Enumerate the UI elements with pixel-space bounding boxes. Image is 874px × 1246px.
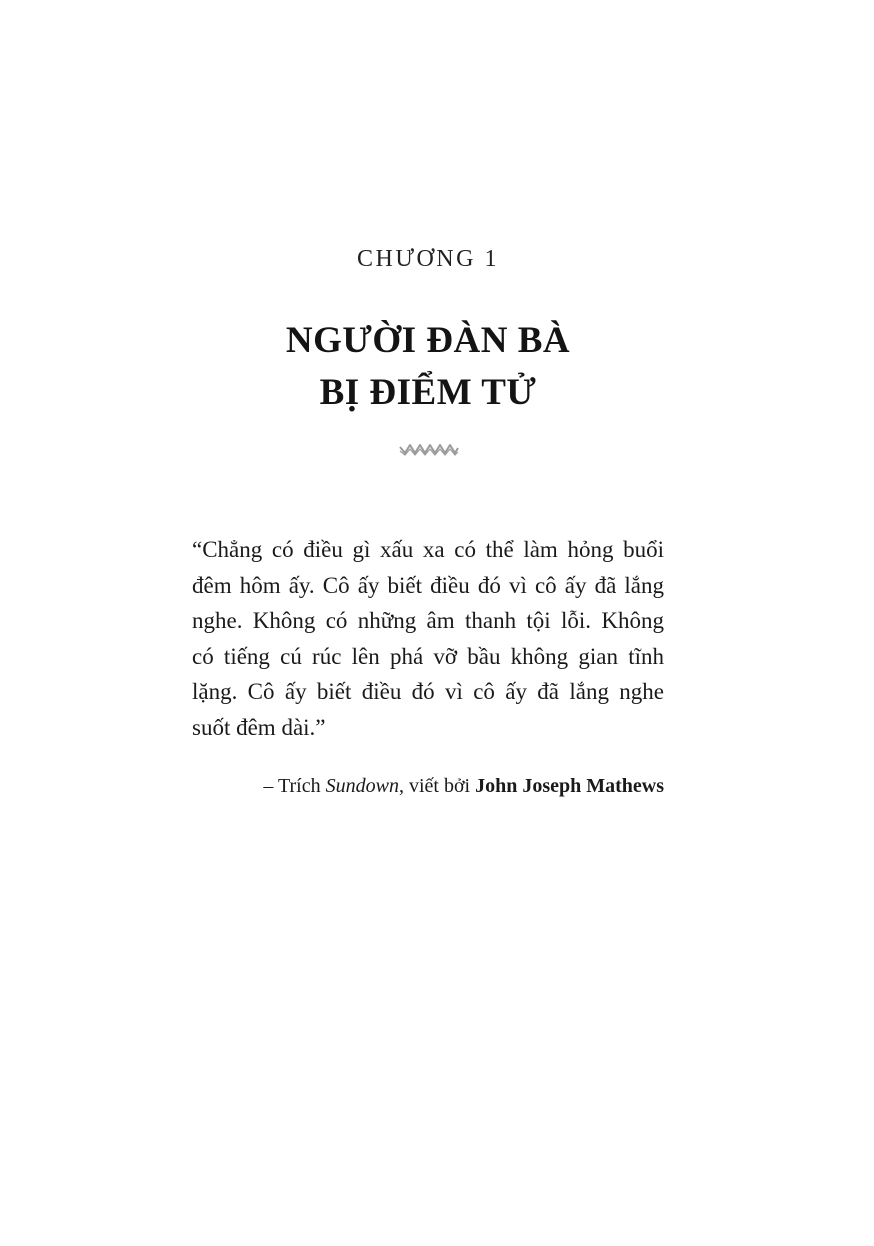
attribution-prefix: – Trích: [263, 775, 326, 797]
attribution-work-title: Sundown: [325, 775, 399, 797]
epigraph-line: suốt đêm dài.”: [192, 714, 326, 740]
chapter-title-line-2: BỊ ĐIỂM TỬ: [319, 372, 537, 413]
chapter-title: [0, 315, 856, 419]
chapter-number: CHƯƠNG 1: [357, 246, 499, 272]
attribution-middle: , viết bởi: [398, 775, 476, 797]
attribution-author: John Joseph Mathews: [475, 775, 664, 797]
epigraph-line: “Chẳng có điều gì xấu xa có thể làm hỏng buổi: [192, 537, 664, 562]
epigraph-attribution: [192, 775, 664, 798]
epigraph-line: đêm hôm ấy. Cô ấy biết điều đó vì cô ấy đã lắng: [192, 572, 664, 598]
epigraph-quote: [192, 532, 664, 745]
epigraph-line: có tiếng cú rúc lên phá vỡ bầu không gian tĩnh: [192, 643, 664, 669]
epigraph-line: nghe. Không có những âm thanh tội lỗi. Không: [192, 608, 664, 633]
zigzag-divider-icon: [398, 441, 460, 457]
chapter-title-line-1: NGƯỜI ĐÀN BÀ: [285, 320, 571, 361]
epigraph-line: lặng. Cô ấy biết điều đó vì cô ấy đã lắng nghe: [192, 679, 664, 704]
